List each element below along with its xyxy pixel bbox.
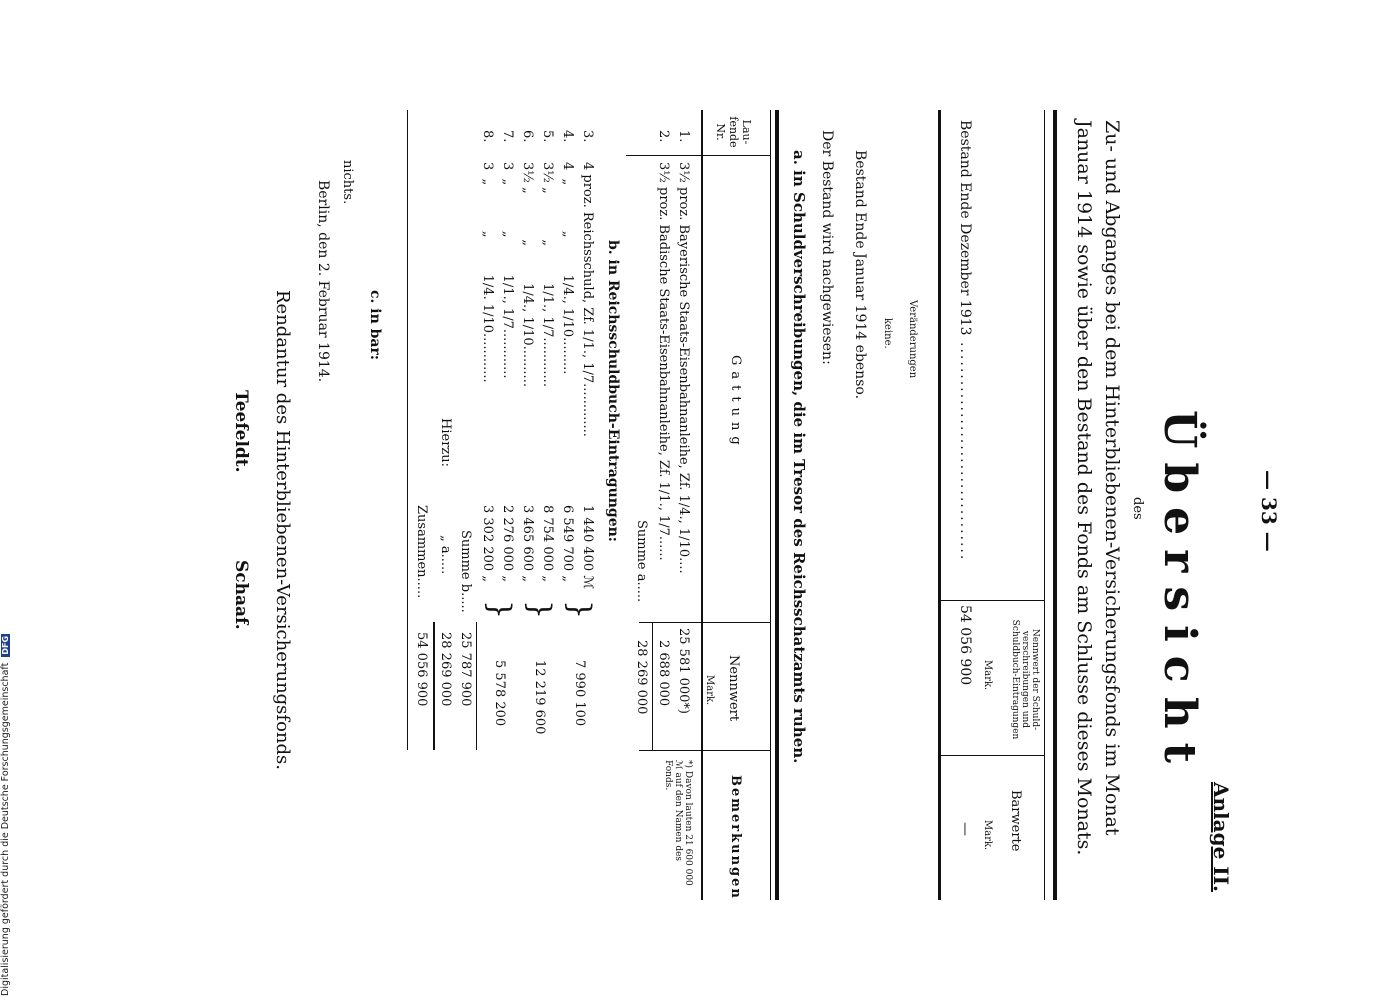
row-a-1-nr: 1. [676, 130, 691, 143]
main-col-rule-nennwert-left [639, 622, 771, 623]
group-total-3: 5 578 200 [492, 660, 507, 727]
summary-col-rule-1 [941, 600, 1045, 601]
section-a-heading: a. in Schuldverschreibungen, die im Tresor des Reichsschatzamts ruhen. [790, 150, 808, 764]
summe-b-label: Summe b..... [458, 530, 473, 613]
hierzu-label: Hierzu: [438, 418, 453, 468]
row-keine: keine. [882, 318, 893, 349]
row-b-7-nr: 7. [500, 130, 515, 143]
header-nennwert: Nennwert [726, 655, 741, 722]
section-b-heading: b. in Reichsschuldbuch-Eintragungen: [605, 240, 621, 542]
footer-note [0, 0, 12, 996]
summe-a-label: Summe a..... [634, 520, 649, 603]
row-b-3-text: 4 proz. Reichsschuld, Zf. 1/1., 1/7............. [580, 162, 595, 437]
page-title: Übersicht [1154, 410, 1205, 777]
col-barwerte-unit: Mark. [982, 820, 993, 851]
row-b-5-nr: 5. [540, 130, 555, 143]
brace-group-3: } [482, 600, 517, 620]
heading-line-1: Zu- und Abganges bei dem Hinterbliebenen-Versicherungsfonds im Monat [1101, 120, 1123, 836]
header-lfd-nr: Lau-fende Nr. [714, 116, 753, 148]
hierzu-a-value: 28 269 000 [438, 632, 453, 707]
main-top-rule [775, 110, 779, 900]
row-veraenderungen: Veränderungen [907, 300, 918, 379]
row-bestand-dezember-value: 54 056 900 [957, 605, 973, 686]
dfg-logo: DFG [1, 635, 10, 655]
row-b-8-text: 3 „ „ 1/4. 1/10............ [480, 162, 495, 383]
row-a-2-text: 3½ proz. Badische Staats-Eisenbahnanleihe, Zf. 1/1., 1/7...... [656, 162, 671, 561]
signature-name-1: Teefeldt. [231, 390, 251, 473]
header-gattung: Gattung [728, 355, 743, 451]
col-nennwert-header: Nennwert der Schuld-verschreibungen und Schuldbuch-Eintragungen [1010, 619, 1040, 740]
summe-a-rule [652, 622, 653, 750]
row-b-3-nr: 3. [580, 130, 595, 143]
main-top-rule-thin [770, 110, 771, 900]
summary-bottom-rule [938, 110, 941, 900]
section-c-heading: c. in bar: [367, 290, 383, 361]
subtitle-des: des [1130, 497, 1145, 520]
row-b-6-nr: 6. [520, 130, 535, 143]
row-b-6-amount: 3 465 600 „ [520, 505, 535, 583]
zusammen-rule [433, 622, 435, 750]
row-b-8-nr: 8. [480, 130, 495, 143]
header-bemerkungen: Bemerkungen [728, 775, 743, 900]
page-number: — 33 — [1257, 470, 1281, 552]
header-nennwert-unit: Mark. [704, 675, 715, 706]
signature-name-2: Schaaf. [231, 560, 251, 630]
row-a-1-value: 25 581 000*) [676, 628, 691, 715]
row-b-4-text: 4 „ „ 1/4., 1/10......... [560, 162, 575, 375]
main-bottom-rule [407, 110, 408, 750]
row-b-7-amount: 2 276 000 „ [500, 505, 515, 583]
summary-col-rule-2 [941, 755, 1045, 756]
row-b-4-amount: 6 549 700 „ [560, 505, 575, 583]
zusammen-value: 54 056 900 [414, 632, 429, 707]
row-bestand-dezember-bar: — [957, 822, 973, 836]
group-total-1: 7 990 100 [572, 660, 587, 727]
brace-group-1: } [562, 600, 597, 620]
place-date: Berlin, den 2. Februar 1914. [315, 180, 331, 383]
row-b-5-amount: 8 754 000 „ [540, 505, 555, 583]
nichts-text: nichts. [340, 160, 355, 205]
office-name: Rendantur des Hinterbliebenen-Versicherungsfonds. [272, 290, 293, 770]
row-bestand-dezember: Bestand Ende Dezember 1913 .................................. [957, 120, 973, 562]
summary-top-rule [1053, 110, 1057, 900]
summe-b-value: 25 787 900 [458, 632, 473, 707]
row-b-6-text: 3½ „ „ 1/4., 1/10.......... [520, 162, 535, 387]
summe-a-value: 28 269 000 [634, 640, 649, 715]
row-a-2-value: 2 688 000 [656, 640, 671, 707]
heading-line-2: Januar 1914 sowie über den Bestand des Fonds am Schlusse dieses Monats. [1073, 120, 1095, 856]
row-b-4-nr: 4. [560, 130, 575, 143]
row-b-8-amount: 3 302 200 „ [480, 505, 495, 583]
hierzu-a-label: „ a..... [438, 535, 453, 575]
row-a-1-text: 3½ proz. Bayerische Staats-Eisenbahnanleihe, Zf. 1/4., 1/10.... [676, 162, 691, 574]
footnote: *) Davon lauten 21 600 000 ℳ auf den Namen des Fonds. [663, 760, 693, 886]
footer-note-text: Digitalisierung gefördert durch die Deutsche Forschungsgemeinschaft [0, 662, 11, 996]
row-b-7-text: 3 „ „ 1/1., 1/7............ [500, 162, 515, 379]
zusammen-label: Zusammen..... [414, 505, 429, 599]
summary-header-rule [1044, 110, 1045, 900]
row-b-5-text: 3½ „ „ 1/1., 1/7............ [540, 162, 555, 387]
row-bestand-januar: Bestand Ende Januar 1914 ebenso. [852, 150, 868, 400]
summe-b-rule [476, 622, 477, 750]
annex-label: Anlage II. [1209, 782, 1233, 892]
main-header-rule [701, 110, 703, 900]
row-a-2-nr: 2. [656, 130, 671, 143]
group-total-2: 12 219 600 [532, 660, 547, 735]
brace-group-2: } [522, 600, 557, 620]
col-nennwert-unit: Mark. [982, 660, 993, 691]
main-col-rule-nennwert-right [639, 750, 771, 751]
row-b-3-amount: 1 440 400 ℳ [580, 505, 595, 590]
col-barwerte-header: Barwerte [1008, 790, 1023, 852]
row-bestand-dezember-label: Bestand Ende Dezember 1913 [957, 120, 973, 336]
main-col-rule-nr [626, 155, 771, 156]
nachweis-intro: Der Bestand wird nachgewiesen: [819, 130, 835, 365]
